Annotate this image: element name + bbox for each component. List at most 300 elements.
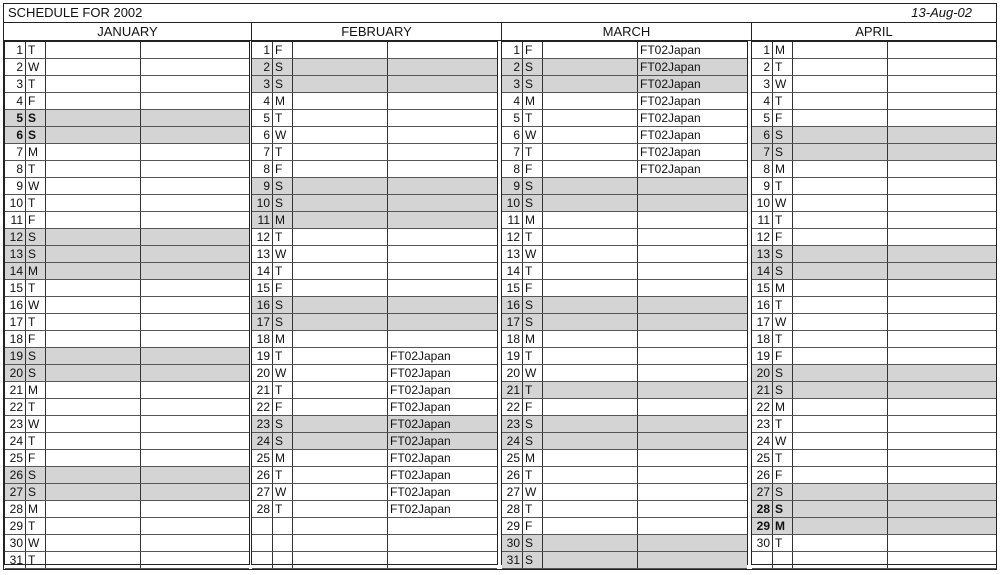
- note-cell: [792, 161, 887, 177]
- event-note: [387, 229, 495, 245]
- weekday-letter: T: [522, 501, 542, 517]
- weekday-letter: W: [772, 195, 792, 211]
- weekday-letter: S: [25, 365, 45, 381]
- event-note: FT02Japan: [387, 382, 495, 398]
- day-number: 29: [506, 519, 520, 533]
- day-number: 11: [507, 213, 520, 227]
- day-row: [752, 229, 996, 246]
- weekday-letter: T: [25, 76, 45, 92]
- day-number: 22: [9, 400, 23, 414]
- event-note: [887, 195, 994, 211]
- event-note: [387, 76, 495, 92]
- event-note: [140, 93, 247, 109]
- event-note: [887, 76, 994, 92]
- weekday-letter: T: [25, 42, 45, 58]
- note-cell: [45, 76, 140, 92]
- empty-row: [252, 552, 497, 569]
- weekday-letter: T: [272, 229, 292, 245]
- day-row: [502, 399, 747, 416]
- note-cell: [792, 433, 887, 449]
- note-cell: [45, 280, 140, 296]
- day-number: 19: [506, 349, 520, 363]
- day-row: [502, 535, 747, 552]
- note-cell: [542, 365, 637, 381]
- event-note: [140, 416, 247, 432]
- note-cell: [45, 42, 140, 58]
- day-row: [5, 365, 249, 382]
- event-note: [140, 382, 247, 398]
- note-cell: [792, 229, 887, 245]
- note-cell: [542, 178, 637, 194]
- weekday-letter: S: [25, 246, 45, 262]
- note-cell: [292, 484, 387, 500]
- day-number: 18: [756, 332, 770, 346]
- day-row: [752, 331, 996, 348]
- day-row: [5, 450, 249, 467]
- note-cell: [792, 297, 887, 313]
- day-number: 7: [763, 145, 770, 159]
- event-note: [140, 535, 247, 551]
- day-row: [752, 76, 996, 93]
- day-number: 13: [756, 247, 770, 261]
- weekday-letter: T: [272, 110, 292, 126]
- day-number: 22: [756, 400, 770, 414]
- empty-row: [752, 552, 996, 569]
- day-number: 3: [263, 77, 270, 91]
- note-cell: [45, 110, 140, 126]
- weekday-letter: M: [272, 331, 292, 347]
- event-note: FT02Japan: [637, 110, 745, 126]
- weekday-letter: S: [522, 433, 542, 449]
- day-number: 23: [756, 417, 770, 431]
- day-number: 23: [256, 417, 270, 431]
- note-cell: [292, 178, 387, 194]
- event-note: [637, 331, 745, 347]
- day-row: [752, 127, 996, 144]
- day-row: [252, 144, 497, 161]
- day-row: [5, 501, 249, 518]
- note-cell: [792, 195, 887, 211]
- event-note: [887, 59, 994, 75]
- weekday-letter: T: [522, 467, 542, 483]
- weekday-letter: M: [772, 161, 792, 177]
- event-note: [887, 433, 994, 449]
- weekday-letter: S: [772, 365, 792, 381]
- event-note: [887, 93, 994, 109]
- day-row: [252, 110, 497, 127]
- day-number: 16: [9, 298, 23, 312]
- weekday-letter: T: [522, 348, 542, 364]
- event-note: [140, 348, 247, 364]
- column-rule: [772, 552, 773, 568]
- event-note: [887, 501, 994, 517]
- weekday-letter: T: [772, 297, 792, 313]
- event-note: [387, 110, 495, 126]
- note-cell: [292, 144, 387, 160]
- day-row: [5, 280, 249, 297]
- weekday-letter: W: [522, 246, 542, 262]
- day-row: [752, 314, 996, 331]
- note-cell: [792, 42, 887, 58]
- weekday-letter: M: [772, 518, 792, 534]
- day-number: 30: [9, 536, 23, 550]
- day-number: 6: [263, 128, 270, 142]
- day-row: [5, 161, 249, 178]
- day-row: [5, 93, 249, 110]
- event-note: [140, 127, 247, 143]
- day-number: 18: [506, 332, 520, 346]
- note-cell: [542, 501, 637, 517]
- weekday-letter: S: [772, 144, 792, 160]
- event-note: [637, 535, 745, 551]
- event-note: [387, 331, 495, 347]
- day-number: 5: [763, 111, 770, 125]
- day-number: 18: [256, 332, 270, 346]
- day-row: [502, 212, 747, 229]
- weekday-letter: T: [272, 348, 292, 364]
- weekday-letter: M: [522, 331, 542, 347]
- day-number: 28: [756, 502, 770, 516]
- day-number: 12: [506, 230, 520, 244]
- note-cell: [45, 348, 140, 364]
- weekday-letter: T: [772, 93, 792, 109]
- day-row: [502, 246, 747, 263]
- event-note: [387, 195, 495, 211]
- day-row: [252, 93, 497, 110]
- note-cell: [292, 297, 387, 313]
- weekday-letter: S: [772, 246, 792, 262]
- note-cell: [292, 365, 387, 381]
- day-number: 1: [263, 43, 270, 57]
- day-row: [5, 76, 249, 93]
- event-note: FT02Japan: [637, 93, 745, 109]
- day-number: 25: [506, 451, 520, 465]
- weekday-letter: T: [522, 382, 542, 398]
- day-row: [752, 161, 996, 178]
- weekday-letter: M: [772, 42, 792, 58]
- note-cell: [542, 59, 637, 75]
- event-note: [637, 212, 745, 228]
- day-row: [752, 535, 996, 552]
- day-row: [5, 212, 249, 229]
- note-cell: [792, 144, 887, 160]
- weekday-letter: S: [272, 297, 292, 313]
- note-cell: [292, 433, 387, 449]
- event-note: [387, 297, 495, 313]
- day-number: 16: [506, 298, 520, 312]
- weekday-letter: W: [272, 365, 292, 381]
- event-note: [887, 212, 994, 228]
- day-number: 8: [16, 162, 23, 176]
- day-number: 3: [513, 77, 520, 91]
- day-number: 11: [10, 213, 23, 227]
- event-note: [140, 484, 247, 500]
- note-cell: [542, 42, 637, 58]
- event-note: [140, 450, 247, 466]
- event-note: [637, 246, 745, 262]
- day-row: [5, 416, 249, 433]
- event-note: [637, 501, 745, 517]
- day-number: 15: [9, 281, 23, 295]
- month-header-march: MARCH: [501, 23, 751, 40]
- day-number: 21: [9, 383, 23, 397]
- schedule-date: 13-Aug-02: [911, 5, 972, 20]
- weekday-letter: F: [272, 399, 292, 415]
- day-number: 21: [756, 383, 770, 397]
- column-rule: [792, 552, 793, 568]
- weekday-letter: F: [772, 467, 792, 483]
- event-note: [887, 144, 994, 160]
- day-number: 9: [763, 179, 770, 193]
- weekday-letter: T: [25, 433, 45, 449]
- day-number: 20: [256, 366, 270, 380]
- weekday-letter: T: [522, 144, 542, 160]
- day-row: [502, 263, 747, 280]
- event-note: FT02Japan: [637, 144, 745, 160]
- weekday-letter: M: [272, 212, 292, 228]
- day-number: 19: [256, 349, 270, 363]
- day-number: 31: [9, 553, 23, 567]
- day-row: [5, 144, 249, 161]
- day-row: [752, 212, 996, 229]
- day-row: [752, 467, 996, 484]
- day-number: 24: [9, 434, 23, 448]
- day-row: [752, 93, 996, 110]
- note-cell: [292, 42, 387, 58]
- event-note: FT02Japan: [387, 450, 495, 466]
- day-number: 29: [9, 519, 23, 533]
- day-row: [252, 365, 497, 382]
- day-row: [5, 59, 249, 76]
- weekday-letter: F: [25, 93, 45, 109]
- day-number: 6: [513, 128, 520, 142]
- weekday-letter: S: [272, 178, 292, 194]
- weekday-letter: F: [522, 280, 542, 296]
- weekday-letter: M: [25, 382, 45, 398]
- note-cell: [292, 161, 387, 177]
- event-note: FT02Japan: [387, 501, 495, 517]
- day-row: [502, 382, 747, 399]
- month-panel-february: [251, 41, 498, 565]
- note-cell: [792, 178, 887, 194]
- weekday-letter: S: [522, 535, 542, 551]
- note-cell: [45, 365, 140, 381]
- day-number: 27: [506, 485, 520, 499]
- note-cell: [792, 518, 887, 534]
- day-row: [5, 195, 249, 212]
- note-cell: [292, 229, 387, 245]
- weekday-letter: T: [25, 195, 45, 211]
- event-note: [637, 433, 745, 449]
- day-row: [752, 433, 996, 450]
- day-number: 26: [9, 468, 23, 482]
- day-row: [252, 178, 497, 195]
- event-note: [140, 229, 247, 245]
- day-number: 5: [16, 111, 23, 125]
- day-row: [502, 280, 747, 297]
- event-note: [140, 280, 247, 296]
- note-cell: [292, 348, 387, 364]
- weekday-letter: S: [272, 195, 292, 211]
- day-number: 17: [256, 315, 270, 329]
- note-cell: [792, 59, 887, 75]
- event-note: [387, 161, 495, 177]
- weekday-letter: W: [25, 178, 45, 194]
- schedule-title: SCHEDULE FOR 2002: [8, 5, 143, 20]
- weekday-letter: T: [25, 518, 45, 534]
- day-row: [5, 331, 249, 348]
- weekday-letter: S: [25, 110, 45, 126]
- day-number: 2: [16, 60, 23, 74]
- event-note: [140, 144, 247, 160]
- day-row: [502, 144, 747, 161]
- event-note: [887, 348, 994, 364]
- event-note: [887, 314, 994, 330]
- day-row: [5, 127, 249, 144]
- event-note: [140, 42, 247, 58]
- weekday-letter: F: [522, 399, 542, 415]
- note-cell: [45, 161, 140, 177]
- day-number: 6: [763, 128, 770, 142]
- title-bar: [4, 4, 996, 23]
- event-note: FT02Japan: [387, 416, 495, 432]
- day-row: [5, 178, 249, 195]
- day-row: [252, 212, 497, 229]
- note-cell: [792, 314, 887, 330]
- day-number: 12: [756, 230, 770, 244]
- day-row: [752, 484, 996, 501]
- weekday-letter: S: [25, 127, 45, 143]
- note-cell: [792, 450, 887, 466]
- column-rule: [387, 552, 388, 568]
- note-cell: [792, 127, 887, 143]
- month-header-february: FEBRUARY: [251, 23, 501, 40]
- day-row: [502, 450, 747, 467]
- weekday-letter: T: [772, 59, 792, 75]
- weekday-letter: S: [772, 484, 792, 500]
- event-note: [387, 42, 495, 58]
- day-row: [502, 42, 747, 59]
- day-number: 28: [506, 502, 520, 516]
- note-cell: [542, 467, 637, 483]
- note-cell: [542, 382, 637, 398]
- day-row: [252, 467, 497, 484]
- weekday-letter: W: [25, 297, 45, 313]
- day-row: [252, 42, 497, 59]
- weekday-letter: F: [772, 110, 792, 126]
- day-number: 22: [506, 400, 520, 414]
- event-note: [140, 365, 247, 381]
- day-row: [502, 76, 747, 93]
- day-row: [502, 484, 747, 501]
- day-row: [252, 382, 497, 399]
- event-note: [387, 314, 495, 330]
- weekday-letter: M: [272, 450, 292, 466]
- day-row: [502, 178, 747, 195]
- note-cell: [542, 331, 637, 347]
- note-cell: [542, 144, 637, 160]
- note-cell: [792, 246, 887, 262]
- weekday-letter: T: [25, 399, 45, 415]
- event-note: [637, 416, 745, 432]
- weekday-letter: T: [272, 382, 292, 398]
- note-cell: [45, 399, 140, 415]
- weekday-letter: M: [25, 144, 45, 160]
- note-cell: [792, 93, 887, 109]
- event-note: [140, 161, 247, 177]
- day-number: 25: [756, 451, 770, 465]
- event-note: [637, 399, 745, 415]
- day-row: [252, 229, 497, 246]
- day-number: 9: [513, 179, 520, 193]
- column-rule: [272, 535, 273, 551]
- note-cell: [45, 467, 140, 483]
- day-row: [752, 110, 996, 127]
- day-row: [5, 399, 249, 416]
- note-cell: [792, 501, 887, 517]
- note-cell: [792, 484, 887, 500]
- weekday-letter: T: [772, 450, 792, 466]
- weekday-letter: M: [772, 280, 792, 296]
- day-row: [502, 59, 747, 76]
- day-number: 17: [506, 315, 520, 329]
- note-cell: [45, 501, 140, 517]
- column-rule: [387, 518, 388, 534]
- day-number: 9: [263, 179, 270, 193]
- event-note: [887, 467, 994, 483]
- note-cell: [45, 93, 140, 109]
- day-row: [502, 348, 747, 365]
- day-row: [502, 161, 747, 178]
- weekday-letter: S: [522, 195, 542, 211]
- day-row: [252, 433, 497, 450]
- day-row: [5, 348, 249, 365]
- event-note: [387, 263, 495, 279]
- weekday-letter: S: [522, 314, 542, 330]
- event-note: [140, 76, 247, 92]
- note-cell: [542, 263, 637, 279]
- weekday-letter: F: [25, 331, 45, 347]
- note-cell: [292, 416, 387, 432]
- column-rule: [387, 535, 388, 551]
- note-cell: [542, 93, 637, 109]
- event-note: [140, 263, 247, 279]
- day-row: [5, 263, 249, 280]
- day-number: 1: [16, 43, 23, 57]
- event-note: [140, 297, 247, 313]
- weekday-letter: T: [772, 535, 792, 551]
- event-note: FT02Japan: [387, 365, 495, 381]
- note-cell: [292, 382, 387, 398]
- weekday-letter: F: [25, 212, 45, 228]
- event-note: [887, 263, 994, 279]
- day-row: [752, 416, 996, 433]
- day-number: 5: [513, 111, 520, 125]
- weekday-letter: T: [25, 161, 45, 177]
- event-note: [637, 484, 745, 500]
- note-cell: [792, 399, 887, 415]
- day-row: [5, 314, 249, 331]
- day-number: 16: [256, 298, 270, 312]
- note-cell: [292, 59, 387, 75]
- weekday-letter: S: [25, 229, 45, 245]
- weekday-letter: T: [272, 263, 292, 279]
- column-rule: [292, 518, 293, 534]
- day-row: [502, 501, 747, 518]
- note-cell: [542, 552, 637, 568]
- note-cell: [542, 110, 637, 126]
- day-row: [752, 348, 996, 365]
